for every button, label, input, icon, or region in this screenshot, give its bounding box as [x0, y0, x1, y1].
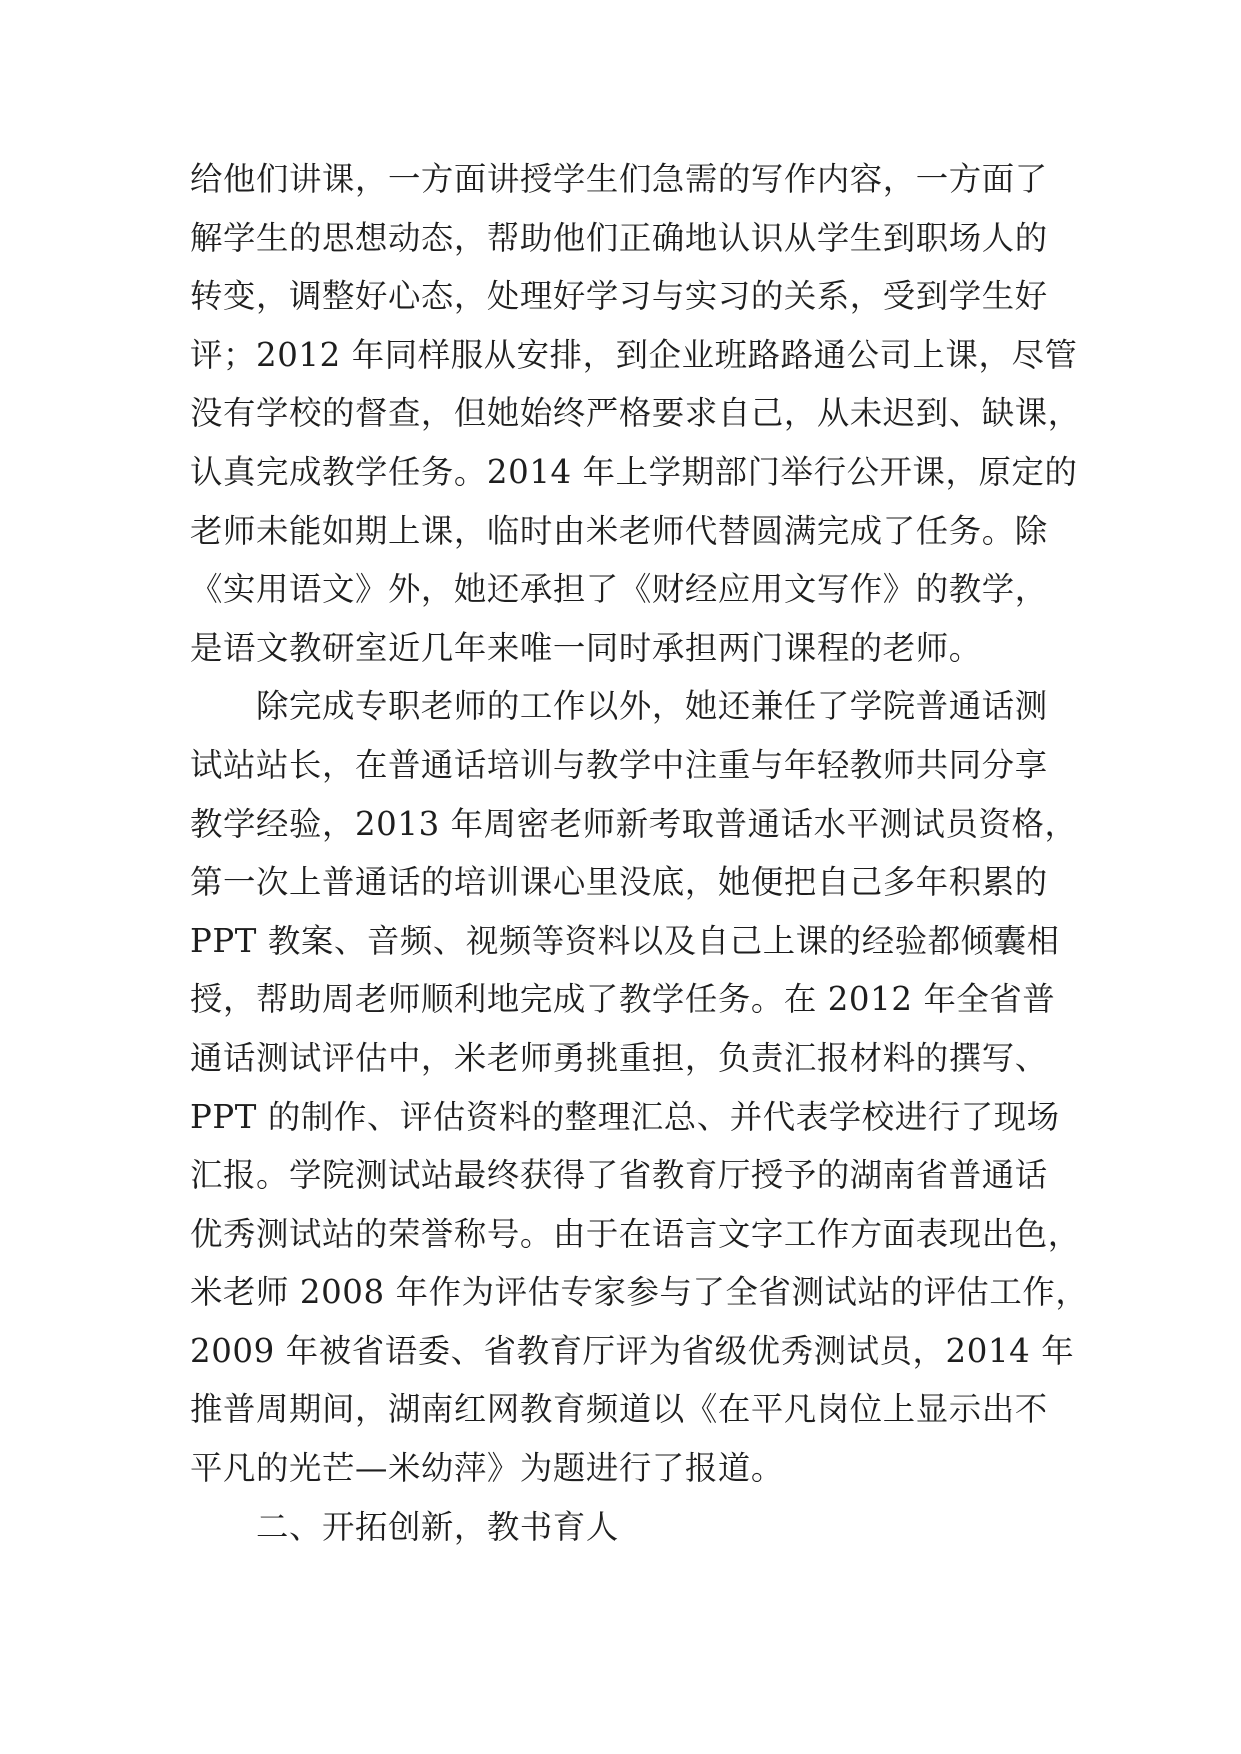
section-heading: 二、开拓创新，教书育人 — [190, 1507, 619, 1546]
text-line: 给他们讲课，一方面讲授学生们急需的写作内容，一方面了 — [190, 160, 1048, 198]
text-line: 老师未能如期上课，临时由米老师代替圆满完成了任务。除 — [190, 511, 1048, 550]
text-line: 解学生的思想动态，帮助他们正确地认识从学生到职场人的 — [190, 218, 1048, 257]
text-line: 第一次上普通话的培训课心里没底，她便把自己多年积累的 — [190, 863, 1048, 902]
text-line: 推普周期间，湖南红网教育频道以《在平凡岗位上显示出不 — [190, 1390, 1048, 1429]
text-line: 米老师 2008 年作为评估专家参与了全省测试站的评估工作， — [190, 1273, 1089, 1312]
text-line: PPT 教案、音频、视频等资料以及自己上课的经验都倾囊相 — [190, 921, 1060, 960]
text-line: 教学经验，2013 年周密老师新考取普通话水平测试员资格， — [190, 804, 1078, 843]
text-line: 2009 年被省语委、省教育厅评为省级优秀测试员，2014 年 — [190, 1331, 1075, 1370]
body-text — [190, 150, 1089, 1556]
text-line: 转变，调整好心态，处理好学习与实习的关系，受到学生好 — [190, 277, 1048, 316]
text-line: 是语文教研室近几年来唯一同时承担两门课程的老师。 — [190, 628, 982, 667]
text-line: 试站站长，在普通话培训与教学中注重与年轻教师共同分享 — [190, 745, 1048, 784]
text-line: 通话测试评估中，米老师勇挑重担，负责汇报材料的撰写、 — [190, 1038, 1048, 1077]
text-line: 优秀测试站的荣誉称号。由于在语言文字工作方面表现出色， — [190, 1214, 1081, 1253]
text-line: 《实用语文》外，她还承担了《财经应用文写作》的教学， — [190, 570, 1048, 609]
text-line: 认真完成教学任务。2014 年上学期部门举行公开课，原定的 — [190, 452, 1078, 491]
paragraph-start-line: 除完成专职老师的工作以外，她还兼任了学院普通话测 — [190, 687, 1048, 726]
text-line: 评；2012 年同样服从安排，到企业班路路通公司上课，尽管 — [190, 335, 1078, 374]
text-line: 平凡的光芒—米幼萍》为题进行了报道。 — [190, 1449, 784, 1488]
text-line: 汇报。学院测试站最终获得了省教育厅授予的湖南省普通话 — [190, 1156, 1048, 1195]
text-line: 没有学校的督查，但她始终严格要求自己，从未迟到、缺课， — [190, 394, 1081, 433]
text-line: 授，帮助周老师顺利地完成了教学任务。在 2012 年全省普 — [190, 980, 1056, 1019]
text-line: PPT 的制作、评估资料的整理汇总、并代表学校进行了现场 — [190, 1097, 1060, 1136]
